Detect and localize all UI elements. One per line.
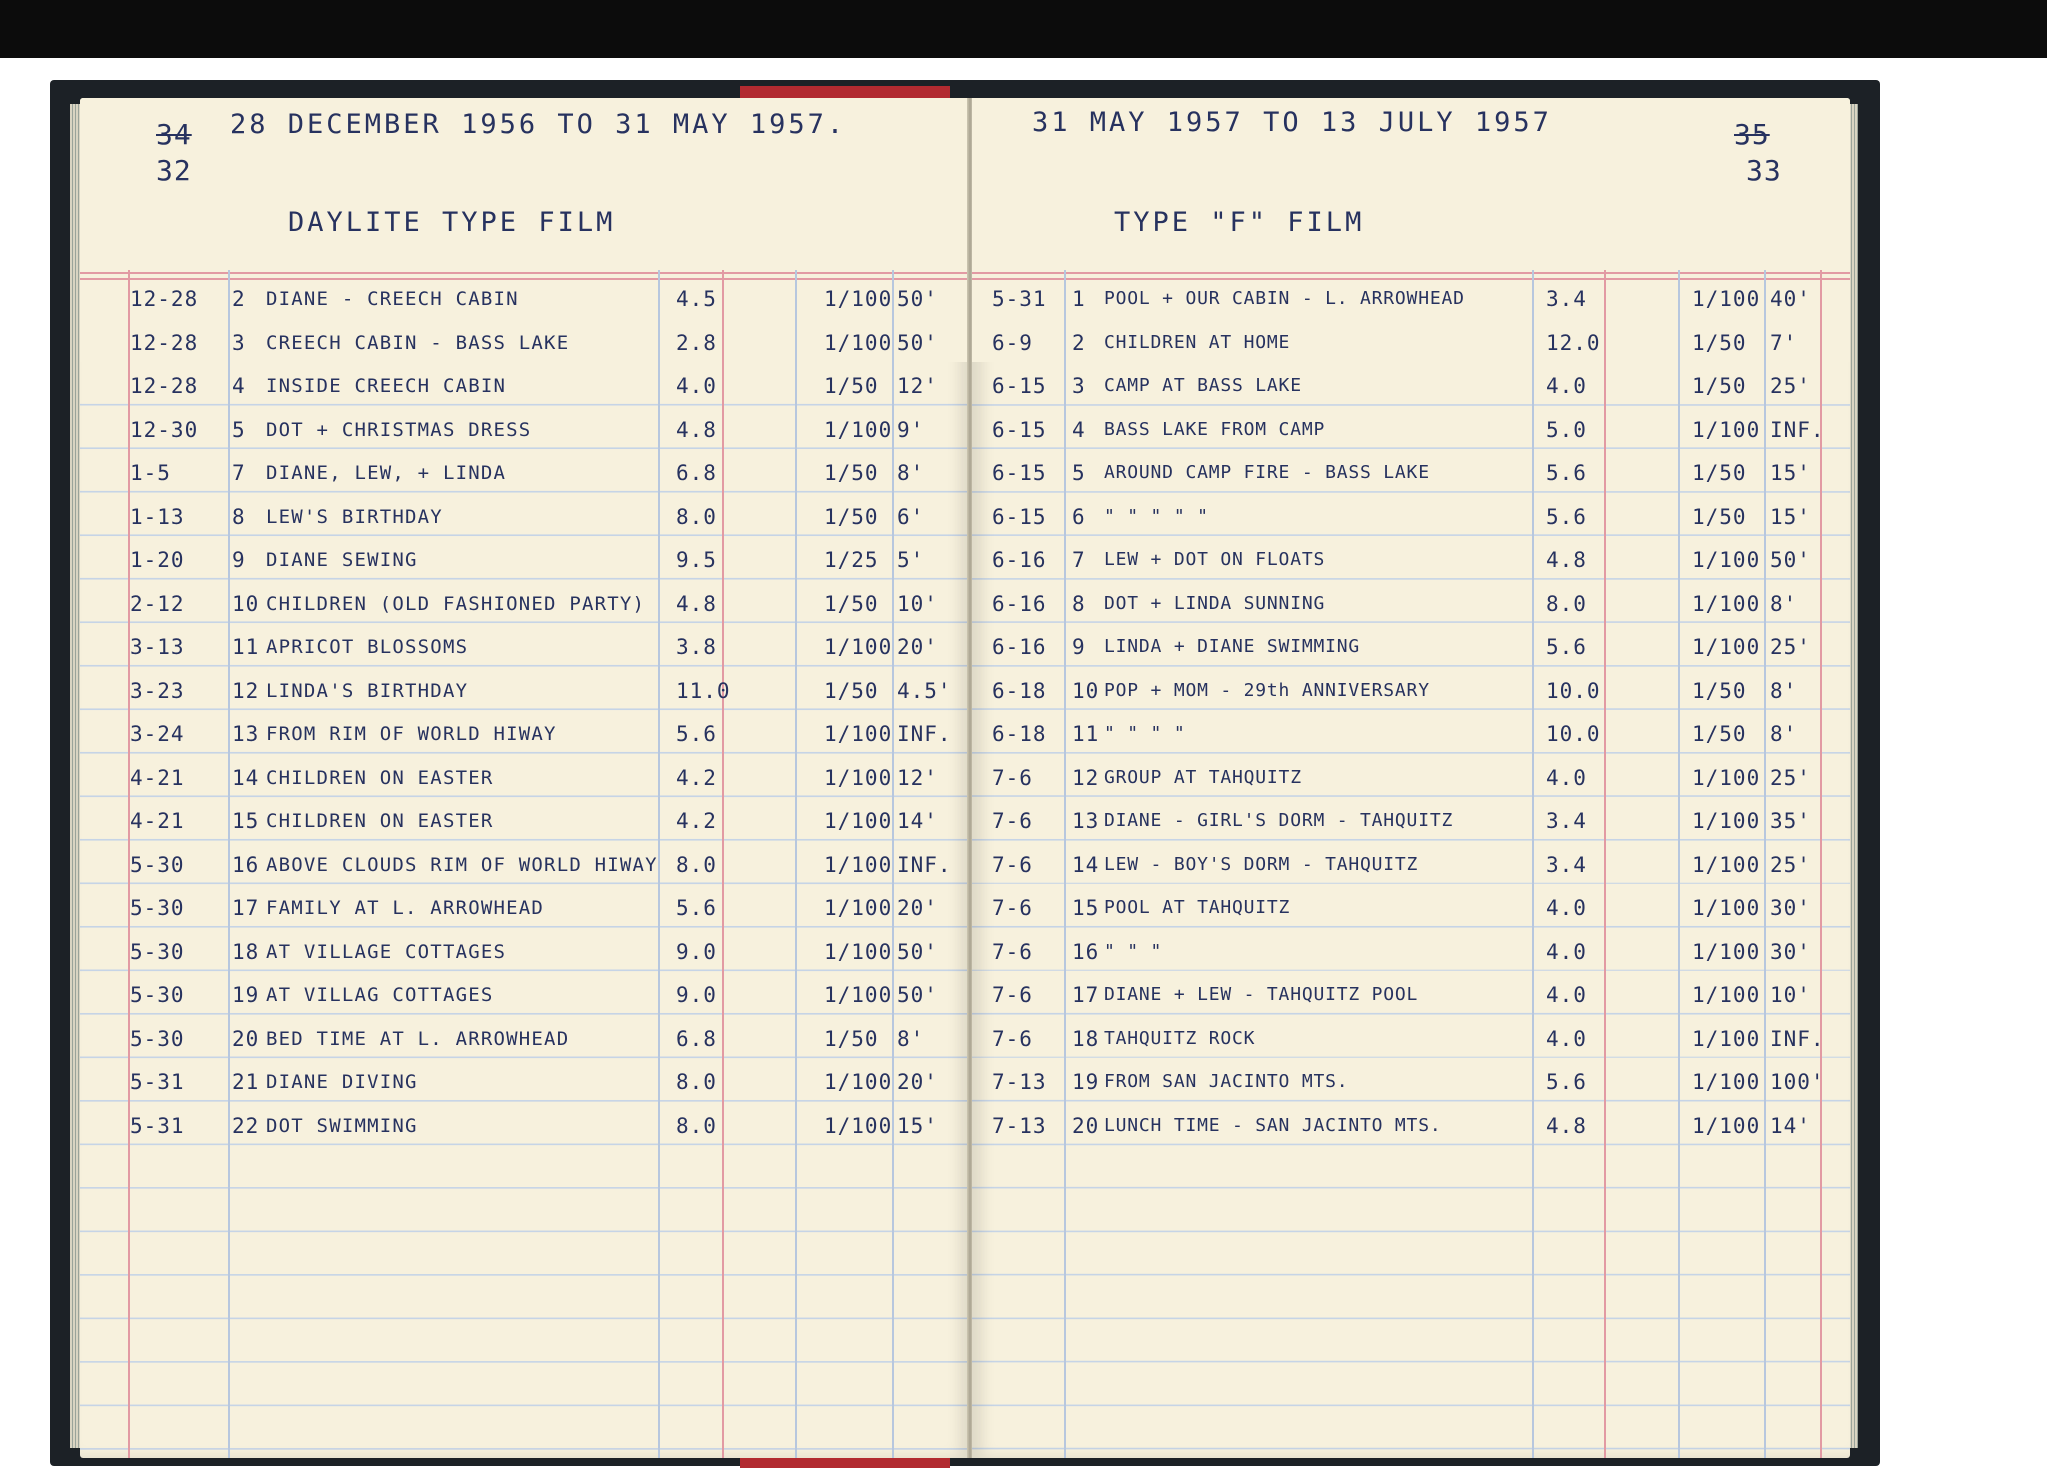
log-shutter-cell: 1/50	[824, 374, 879, 398]
log-num-cell: 13	[1072, 809, 1100, 833]
log-dist-cell: INF.	[897, 852, 952, 877]
log-desc-cell: " " "	[1104, 940, 1163, 962]
log-fstop-cell: 4.0	[1546, 896, 1587, 920]
log-fstop-cell: 4.8	[676, 417, 717, 442]
log-fstop-cell: 9.5	[676, 548, 717, 572]
log-shutter-cell: 1/100	[1692, 765, 1761, 790]
log-num-cell: 14	[232, 765, 260, 790]
log-dist-cell: 20'	[897, 896, 938, 920]
log-dist-cell: 4.5'	[897, 678, 952, 703]
log-fstop-cell: 5.6	[1546, 461, 1587, 485]
log-dist-cell: 25'	[1770, 765, 1811, 790]
log-desc-cell: DIANE - GIRL'S DORM - TAHQUITZ	[1104, 810, 1454, 831]
log-dist-cell: 14'	[1770, 1113, 1811, 1138]
right-header-rule-2	[972, 278, 1850, 280]
log-fstop-cell: 12.0	[1546, 330, 1601, 355]
log-fstop-cell: 10.0	[1546, 678, 1601, 703]
log-shutter-cell: 1/100	[824, 287, 893, 311]
log-fstop-cell: 10.0	[1546, 722, 1601, 746]
log-num-cell: 3	[232, 330, 246, 355]
log-fstop-cell: 8.0	[676, 1113, 717, 1138]
log-date-cell: 5-30	[130, 939, 185, 964]
log-fstop-cell: 11.0	[676, 678, 731, 703]
log-shutter-cell: 1/100	[1692, 852, 1761, 877]
log-dist-cell: 12'	[897, 765, 938, 790]
page-number: 32	[156, 154, 192, 187]
log-desc-cell: BED TIME AT L. ARROWHEAD	[266, 1027, 570, 1050]
log-num-cell: 20	[232, 1026, 260, 1051]
log-desc-cell: DOT + LINDA SUNNING	[1104, 592, 1326, 614]
log-fstop-cell: 3.4	[1546, 809, 1587, 833]
left-page	[80, 98, 970, 1458]
log-shutter-cell: 1/50	[1692, 722, 1747, 746]
right-column-rule	[1678, 270, 1680, 1458]
old-page-number: 34	[156, 118, 192, 151]
log-shutter-cell: 1/50	[824, 678, 879, 703]
log-fstop-cell: 3.4	[1546, 287, 1587, 311]
log-fstop-cell: 2.8	[676, 330, 717, 355]
left-column-rule	[228, 270, 230, 1458]
log-num-cell: 16	[232, 852, 260, 877]
log-shutter-cell: 1/100	[824, 852, 893, 877]
log-desc-cell: CHILDREN ON EASTER	[266, 810, 494, 832]
log-fstop-cell: 3.8	[676, 635, 717, 659]
log-num-cell: 18	[232, 939, 260, 964]
log-num-cell: 4	[232, 374, 246, 398]
log-fstop-cell: 5.6	[1546, 504, 1587, 529]
log-num-cell: 5	[1072, 461, 1086, 485]
log-shutter-cell: 1/100	[824, 1070, 893, 1094]
log-dist-cell: 50'	[897, 287, 938, 311]
left-column-rule	[658, 270, 660, 1458]
log-dist-cell: 8'	[897, 461, 925, 485]
log-shutter-cell: 1/100	[824, 417, 893, 442]
log-dist-cell: 15'	[1770, 504, 1811, 529]
log-desc-cell: POP + MOM - 29th ANNIVERSARY	[1104, 679, 1430, 701]
log-date-cell: 3-23	[130, 678, 185, 703]
log-fstop-cell: 4.2	[676, 765, 717, 790]
log-date-cell: 7-6	[992, 809, 1033, 833]
log-shutter-cell: 1/100	[1692, 548, 1761, 572]
log-fstop-cell: 4.0	[1546, 1026, 1587, 1051]
log-date-cell: 7-6	[992, 983, 1033, 1007]
log-dist-cell: 6'	[897, 504, 925, 529]
log-dist-cell: 8'	[897, 1026, 925, 1051]
right-column-rule	[1820, 270, 1822, 1458]
log-fstop-cell: 6.8	[676, 1026, 717, 1051]
log-date-cell: 7-13	[992, 1070, 1047, 1094]
log-date-cell: 5-31	[992, 287, 1047, 311]
log-dist-cell: 9'	[897, 417, 925, 442]
log-dist-cell: 50'	[897, 983, 938, 1007]
log-desc-cell: CREECH CABIN - BASS LAKE	[266, 331, 570, 354]
log-num-cell: 19	[1072, 1070, 1100, 1094]
log-fstop-cell: 4.0	[1546, 765, 1587, 790]
log-dist-cell: 30'	[1770, 896, 1811, 920]
log-desc-cell: CHILDREN (OLD FASHIONED PARTY)	[266, 592, 646, 615]
log-date-cell: 7-6	[992, 896, 1033, 920]
log-dist-cell: 15'	[1770, 461, 1811, 485]
log-desc-cell: DIANE - CREECH CABIN	[266, 288, 519, 310]
log-fstop-cell: 4.5	[676, 287, 717, 311]
log-num-cell: 7	[1072, 548, 1086, 572]
right-column-rule	[1604, 270, 1606, 1458]
log-dist-cell: 50'	[1770, 548, 1811, 572]
log-dist-cell: 10'	[1770, 983, 1811, 1007]
log-fstop-cell: 4.2	[676, 809, 717, 833]
log-shutter-cell: 1/100	[824, 939, 893, 964]
log-desc-cell: " " " "	[1104, 723, 1186, 744]
log-fstop-cell: 4.0	[1546, 983, 1587, 1007]
log-num-cell: 9	[232, 548, 246, 572]
log-desc-cell: DIANE + LEW - TAHQUITZ POOL	[1104, 984, 1419, 1005]
log-dist-cell: INF.	[1770, 1026, 1825, 1051]
log-dist-cell: 12'	[897, 374, 938, 398]
log-date-cell: 5-31	[130, 1113, 185, 1138]
log-date-cell: 6-9	[992, 330, 1033, 355]
log-shutter-cell: 1/50	[824, 591, 879, 616]
log-date-cell: 5-30	[130, 852, 185, 877]
log-fstop-cell: 8.0	[676, 504, 717, 529]
log-shutter-cell: 1/50	[1692, 504, 1747, 529]
log-fstop-cell: 8.0	[676, 1070, 717, 1094]
log-shutter-cell: 1/100	[1692, 591, 1761, 616]
log-fstop-cell: 9.0	[676, 939, 717, 964]
log-dist-cell: 5'	[897, 548, 925, 572]
log-num-cell: 11	[232, 635, 260, 659]
log-date-cell: 4-21	[130, 809, 185, 833]
log-shutter-cell: 1/100	[1692, 896, 1761, 920]
log-num-cell: 6	[1072, 504, 1086, 529]
log-desc-cell: BASS LAKE FROM CAMP	[1104, 418, 1326, 440]
log-num-cell: 12	[1072, 765, 1100, 790]
log-date-cell: 4-21	[130, 765, 185, 790]
log-num-cell: 8	[1072, 591, 1086, 616]
log-fstop-cell: 5.6	[1546, 1070, 1587, 1094]
log-dist-cell: 100'	[1770, 1070, 1825, 1094]
log-num-cell: 15	[232, 809, 260, 833]
log-dist-cell: 8'	[1770, 722, 1798, 746]
left-column-rule	[795, 270, 797, 1458]
log-desc-cell: AT VILLAGE COTTAGES	[266, 940, 507, 963]
log-date-cell: 7-6	[992, 852, 1033, 877]
log-fstop-cell: 4.0	[1546, 939, 1587, 964]
log-desc-cell: INSIDE CREECH CABIN	[266, 375, 507, 397]
log-fstop-cell: 4.8	[676, 591, 717, 616]
log-dist-cell: INF.	[897, 722, 952, 746]
log-desc-cell: FAMILY AT L. ARROWHEAD	[266, 897, 545, 919]
log-desc-cell: LEW + DOT ON FLOATS	[1104, 549, 1326, 570]
left-column-rule	[722, 270, 724, 1458]
date-range: 28 DECEMBER 1956 TO 31 MAY 1957.	[230, 109, 847, 140]
log-num-cell: 3	[1072, 374, 1086, 398]
film-type-heading: TYPE "F" FILM	[1114, 207, 1365, 238]
left-header-rule-2	[80, 278, 970, 280]
log-shutter-cell: 1/25	[824, 548, 879, 572]
left-column-rule	[892, 270, 894, 1458]
log-date-cell: 7-6	[992, 1026, 1033, 1051]
right-column-rule	[1764, 270, 1766, 1458]
date-range: 31 MAY 1957 TO 13 JULY 1957	[1032, 107, 1552, 138]
log-num-cell: 8	[232, 504, 246, 529]
log-date-cell: 6-16	[992, 548, 1047, 572]
log-dist-cell: 35'	[1770, 809, 1811, 833]
log-desc-cell: DIANE SEWING	[266, 549, 418, 571]
log-num-cell: 2	[1072, 330, 1086, 355]
log-dist-cell: 20'	[897, 635, 938, 659]
film-type-heading: DAYLITE TYPE FILM	[288, 207, 616, 238]
log-date-cell: 6-18	[992, 678, 1047, 703]
log-shutter-cell: 1/50	[824, 1026, 879, 1051]
log-dist-cell: 50'	[897, 330, 938, 355]
scanner-top-edge	[0, 0, 2047, 58]
log-date-cell: 12-28	[130, 374, 199, 398]
log-num-cell: 13	[232, 722, 260, 746]
log-dist-cell: 50'	[897, 939, 938, 964]
left-header-rule	[80, 272, 970, 274]
log-desc-cell: DOT SWIMMING	[266, 1114, 418, 1137]
log-date-cell: 6-16	[992, 635, 1047, 659]
log-desc-cell: GROUP AT TAHQUITZ	[1104, 766, 1302, 788]
log-num-cell: 15	[1072, 896, 1100, 920]
log-num-cell: 12	[232, 678, 260, 703]
log-shutter-cell: 1/100	[824, 1113, 893, 1138]
log-desc-cell: LUNCH TIME - SAN JACINTO MTS.	[1104, 1114, 1442, 1136]
log-shutter-cell: 1/100	[1692, 1026, 1761, 1051]
log-shutter-cell: 1/100	[1692, 287, 1761, 311]
log-num-cell: 10	[1072, 678, 1100, 703]
log-num-cell: 22	[232, 1113, 260, 1138]
log-num-cell: 18	[1072, 1026, 1100, 1051]
log-date-cell: 12-30	[130, 417, 199, 442]
log-dist-cell: 15'	[897, 1113, 938, 1138]
log-fstop-cell: 4.8	[1546, 548, 1587, 572]
log-desc-cell: LINDA + DIANE SWIMMING	[1104, 636, 1361, 657]
log-date-cell: 12-28	[130, 330, 199, 355]
log-shutter-cell: 1/100	[1692, 417, 1761, 442]
log-desc-cell: CHILDREN AT HOME	[1104, 331, 1291, 353]
log-num-cell: 19	[232, 983, 260, 1007]
log-shutter-cell: 1/100	[1692, 939, 1761, 964]
log-fstop-cell: 4.0	[1546, 374, 1587, 398]
log-date-cell: 6-15	[992, 461, 1047, 485]
log-fstop-cell: 3.4	[1546, 852, 1587, 877]
log-date-cell: 6-15	[992, 417, 1047, 442]
log-desc-cell: POOL AT TAHQUITZ	[1104, 897, 1291, 918]
log-num-cell: 2	[232, 287, 246, 311]
log-shutter-cell: 1/100	[824, 765, 893, 790]
log-date-cell: 3-13	[130, 635, 185, 659]
log-date-cell: 6-18	[992, 722, 1047, 746]
log-dist-cell: 7'	[1770, 330, 1798, 355]
log-date-cell: 5-30	[130, 1026, 185, 1051]
log-num-cell: 14	[1072, 852, 1100, 877]
log-dist-cell: 25'	[1770, 374, 1811, 398]
log-shutter-cell: 1/50	[1692, 461, 1747, 485]
log-fstop-cell: 5.6	[1546, 635, 1587, 659]
log-shutter-cell: 1/100	[824, 983, 893, 1007]
log-desc-cell: DIANE DIVING	[266, 1071, 418, 1093]
log-num-cell: 9	[1072, 635, 1086, 659]
log-date-cell: 1-13	[130, 504, 185, 529]
log-date-cell: 7-6	[992, 939, 1033, 964]
log-desc-cell: AROUND CAMP FIRE - BASS LAKE	[1104, 462, 1430, 483]
log-desc-cell: AT VILLAG COTTAGES	[266, 984, 494, 1006]
log-shutter-cell: 1/100	[824, 722, 893, 746]
log-shutter-cell: 1/50	[824, 504, 879, 529]
log-date-cell: 6-15	[992, 374, 1047, 398]
log-fstop-cell: 4.0	[676, 374, 717, 398]
log-dist-cell: 10'	[897, 591, 938, 616]
log-fstop-cell: 5.6	[676, 722, 717, 746]
log-shutter-cell: 1/100	[1692, 635, 1761, 659]
log-num-cell: 17	[1072, 983, 1100, 1007]
log-num-cell: 7	[232, 461, 246, 485]
log-date-cell: 3-24	[130, 722, 185, 746]
right-column-rule	[1064, 270, 1066, 1458]
log-shutter-cell: 1/50	[824, 461, 879, 485]
log-date-cell: 7-13	[992, 1113, 1047, 1138]
log-desc-cell: LEW - BOY'S DORM - TAHQUITZ	[1104, 853, 1419, 875]
log-desc-cell: FROM RIM OF WORLD HIWAY	[266, 723, 557, 745]
log-num-cell: 11	[1072, 722, 1100, 746]
log-shutter-cell: 1/50	[1692, 678, 1747, 703]
log-shutter-cell: 1/100	[824, 330, 893, 355]
log-dist-cell: INF.	[1770, 417, 1825, 442]
log-num-cell: 20	[1072, 1113, 1100, 1138]
log-date-cell: 1-20	[130, 548, 185, 572]
log-shutter-cell: 1/100	[824, 635, 893, 659]
page-number: 33	[1746, 154, 1782, 187]
log-date-cell: 5-30	[130, 983, 185, 1007]
log-dist-cell: 14'	[897, 809, 938, 833]
log-dist-cell: 8'	[1770, 591, 1798, 616]
log-fstop-cell: 9.0	[676, 983, 717, 1007]
log-shutter-cell: 1/100	[1692, 1113, 1761, 1138]
log-desc-cell: LINDA'S BIRTHDAY	[266, 679, 469, 702]
log-num-cell: 10	[232, 591, 260, 616]
log-shutter-cell: 1/50	[1692, 330, 1747, 355]
log-shutter-cell: 1/100	[1692, 1070, 1761, 1094]
right-column-rule	[1532, 270, 1534, 1458]
log-desc-cell: DOT + CHRISTMAS DRESS	[266, 418, 532, 441]
log-num-cell: 4	[1072, 417, 1086, 442]
log-num-cell: 21	[232, 1070, 260, 1094]
log-dist-cell: 25'	[1770, 635, 1811, 659]
log-date-cell: 5-30	[130, 896, 185, 920]
log-date-cell: 1-5	[130, 461, 171, 485]
log-desc-cell: POOL + OUR CABIN - L. ARROWHEAD	[1104, 288, 1465, 309]
old-page-number: 35	[1734, 118, 1770, 151]
log-shutter-cell: 1/100	[824, 809, 893, 833]
log-shutter-cell: 1/50	[1692, 374, 1747, 398]
log-desc-cell: LEW'S BIRTHDAY	[266, 505, 443, 528]
log-date-cell: 6-16	[992, 591, 1047, 616]
log-num-cell: 16	[1072, 939, 1100, 964]
log-dist-cell: 30'	[1770, 939, 1811, 964]
log-desc-cell: APRICOT BLOSSOMS	[266, 636, 469, 658]
log-fstop-cell: 8.0	[676, 852, 717, 877]
log-fstop-cell: 6.8	[676, 461, 717, 485]
log-shutter-cell: 1/100	[1692, 983, 1761, 1007]
log-desc-cell: CAMP AT BASS LAKE	[1104, 375, 1302, 396]
log-shutter-cell: 1/100	[1692, 809, 1761, 833]
log-dist-cell: 8'	[1770, 678, 1798, 703]
log-date-cell: 7-6	[992, 765, 1033, 790]
log-num-cell: 17	[232, 896, 260, 920]
right-header-rule	[972, 272, 1850, 274]
log-num-cell: 5	[232, 417, 246, 442]
log-fstop-cell: 8.0	[1546, 591, 1587, 616]
log-num-cell: 1	[1072, 287, 1086, 311]
log-dist-cell: 25'	[1770, 852, 1811, 877]
log-date-cell: 2-12	[130, 591, 185, 616]
log-date-cell: 12-28	[130, 287, 199, 311]
log-desc-cell: " " " " "	[1104, 505, 1209, 527]
log-dist-cell: 40'	[1770, 287, 1811, 311]
log-date-cell: 6-15	[992, 504, 1047, 529]
log-date-cell: 5-31	[130, 1070, 185, 1094]
log-fstop-cell: 4.8	[1546, 1113, 1587, 1138]
log-desc-cell: TAHQUITZ ROCK	[1104, 1027, 1256, 1049]
log-fstop-cell: 5.0	[1546, 417, 1587, 442]
log-desc-cell: FROM SAN JACINTO MTS.	[1104, 1071, 1349, 1092]
log-fstop-cell: 5.6	[676, 896, 717, 920]
right-page	[972, 98, 1850, 1458]
log-desc-cell: DIANE, LEW, + LINDA	[266, 462, 507, 484]
log-dist-cell: 20'	[897, 1070, 938, 1094]
log-shutter-cell: 1/100	[824, 896, 893, 920]
log-desc-cell: ABOVE CLOUDS RIM OF WORLD HIWAY	[266, 853, 658, 876]
log-desc-cell: CHILDREN ON EASTER	[266, 766, 494, 789]
